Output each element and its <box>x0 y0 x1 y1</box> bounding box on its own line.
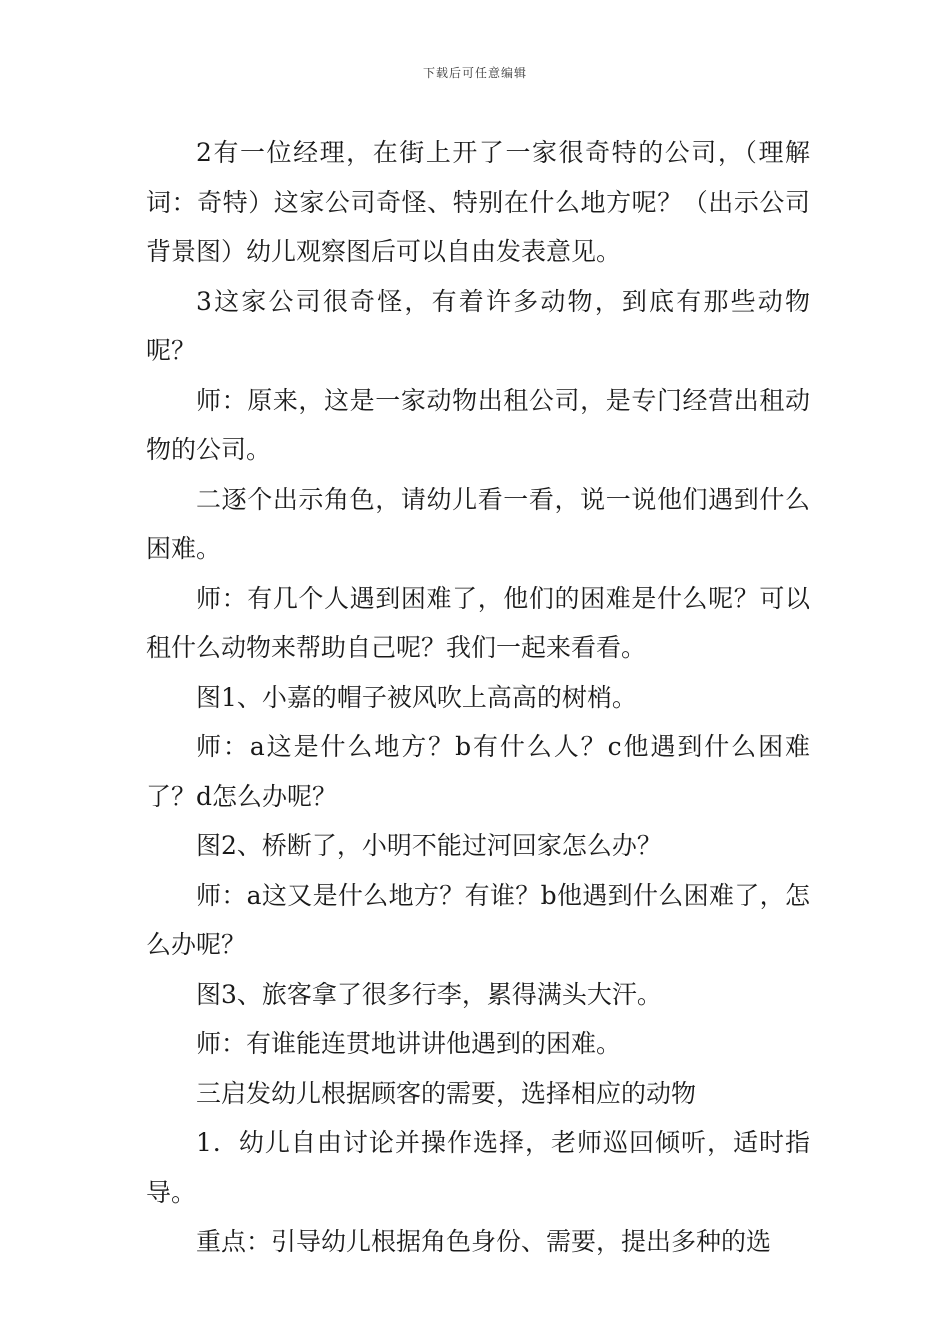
paragraph-1: 2有一位经理，在街上开了一家很奇特的公司，（理解词：奇特）这家公司奇怪、特别在什么地方呢？（出示公司背景图）幼儿观察图后可以自由发表意见。 <box>146 138 810 266</box>
paragraph-14: 重点：引导幼儿根据角色身份、需要，提出多种的选 <box>196 1227 772 1256</box>
paragraph-10: 图3、旅客拿了很多行李，累得满头大汗。 <box>196 979 662 1009</box>
paragraph-9: 师：a这又是什么地方？有谁？b他遇到什么困难了，怎么办呢？ <box>146 880 810 959</box>
paragraph-7: 师：a这是什么地方？b有什么人？c他遇到什么困难了？d怎么办呢？ <box>146 732 810 811</box>
paragraph-2: 3这家公司很奇怪，有着许多动物，到底有那些动物呢？ <box>146 286 810 365</box>
page-header: 下载后可任意编辑 <box>422 66 527 80</box>
paragraph-4: 二逐个出示角色，请幼儿看一看，说一说他们遇到什么困难。 <box>146 484 810 563</box>
paragraph-11: 师：有谁能连贯地讲讲他遇到的困难。 <box>196 1029 622 1058</box>
document-body <box>146 128 810 1267</box>
paragraph-3: 师：原来，这是一家动物出租公司，是专门经营出租动物的公司。 <box>146 385 810 464</box>
paragraph-5: 师：有几个人遇到困难了，他们的困难是什么呢？可以租什么动物来帮助自己呢？我们一起来看看。 <box>146 583 810 662</box>
paragraph-8: 图2、桥断了，小明不能过河回家怎么办？ <box>196 831 662 860</box>
paragraph-13: 1．幼儿自由讨论并操作选择，老师巡回倾听，适时指导。 <box>146 1128 810 1207</box>
paragraph-6: 图1、小嘉的帽子被风吹上高高的树梢。 <box>196 682 637 712</box>
paragraph-12: 三启发幼儿根据顾客的需要，选择相应的动物 <box>196 1078 697 1108</box>
